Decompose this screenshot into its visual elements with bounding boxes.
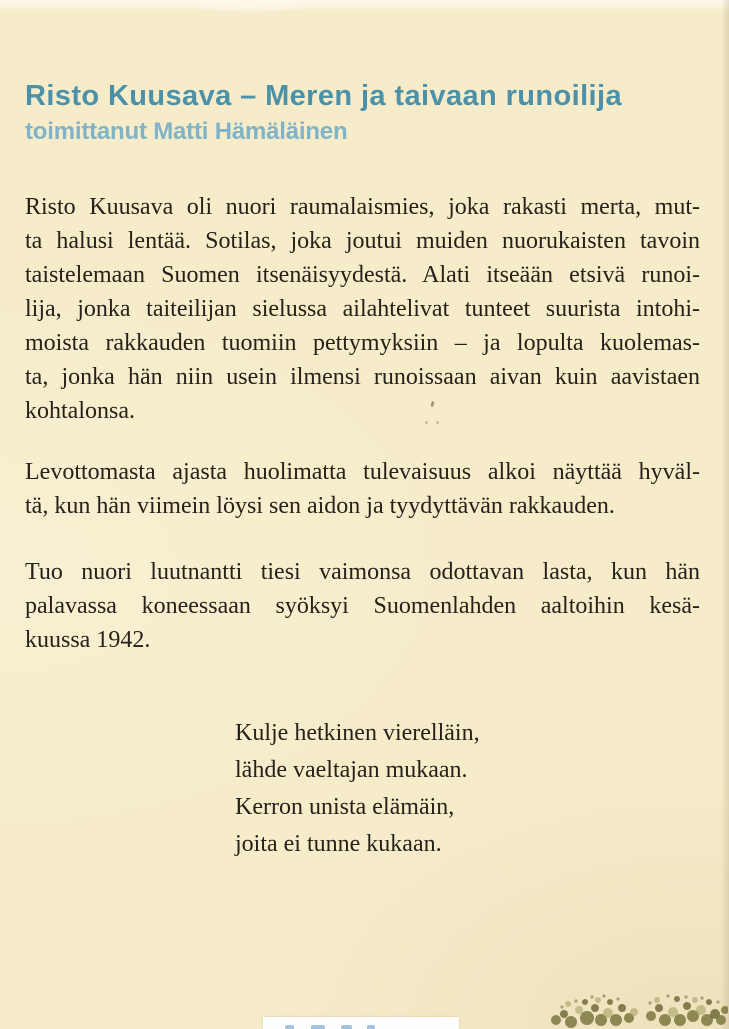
text-line: Tuo nuori luutnantti tiesi vaimonsa odottavan lasta, kun hän [25, 559, 700, 585]
partial-white-label [263, 1017, 459, 1029]
scan-speck [425, 421, 428, 424]
blurb-paragraph-1 [25, 190, 700, 428]
label-print-mark [367, 1025, 375, 1029]
text-line: Risto Kuusava oli nuori raumalaismies, joka rakasti merta, mut- [25, 194, 700, 220]
text-line: Kulje hetkinen vierelläin, [235, 720, 480, 746]
label-print-mark [311, 1025, 325, 1029]
text-line: joita ei tunne kukaan. [235, 831, 442, 857]
text-line: kohtalonsa. [25, 398, 135, 424]
poem-excerpt [235, 715, 700, 863]
blurb-paragraph-3 [25, 555, 700, 657]
book-editor-byline: toimittanut Matti Hämäläinen [25, 118, 348, 145]
text-line: Levottomasta ajasta huolimatta tulevaisuus alkoi näyttää hyväl- [25, 459, 700, 485]
book-title: Risto Kuusava – Meren ja taivaan runoilija [25, 80, 622, 112]
scan-speck [436, 421, 439, 424]
scan-edge-right [721, 0, 729, 1029]
foliage-illustration [538, 989, 728, 1029]
text-line: palavassa koneessaan syöksyi Suomenlahden aaltoihin kesä- [25, 593, 700, 619]
text-line: lija, jonka taiteilijan sielussa ailahtelivat tunteet suurista intohi- [25, 296, 700, 322]
text-line: tä, kun hän viimein löysi sen aidon ja tyydyttävän rakkauden. [25, 493, 615, 519]
text-line: taistelemaan Suomen itsenäisyydestä. Alati itseään etsivä runoi- [25, 262, 700, 288]
text-line: ta, jonka hän niin usein ilmensi runoissaan aivan kuin aavistaen [25, 364, 700, 390]
text-line: lähde vaeltajan mukaan. [235, 757, 468, 783]
text-line: ta halusi lentää. Sotilas, joka joutui muiden nuorukaisten tavoin [25, 228, 700, 254]
text-line: Kerron unista elämäin, [235, 794, 455, 820]
blurb-paragraph-2 [25, 455, 700, 523]
label-print-mark [285, 1025, 294, 1029]
text-line: kuussa 1942. [25, 627, 151, 653]
label-print-mark [341, 1025, 352, 1029]
text-line: moista rakkauden tuomiin pettymyksiin – ja lopulta kuolemas- [25, 330, 700, 356]
